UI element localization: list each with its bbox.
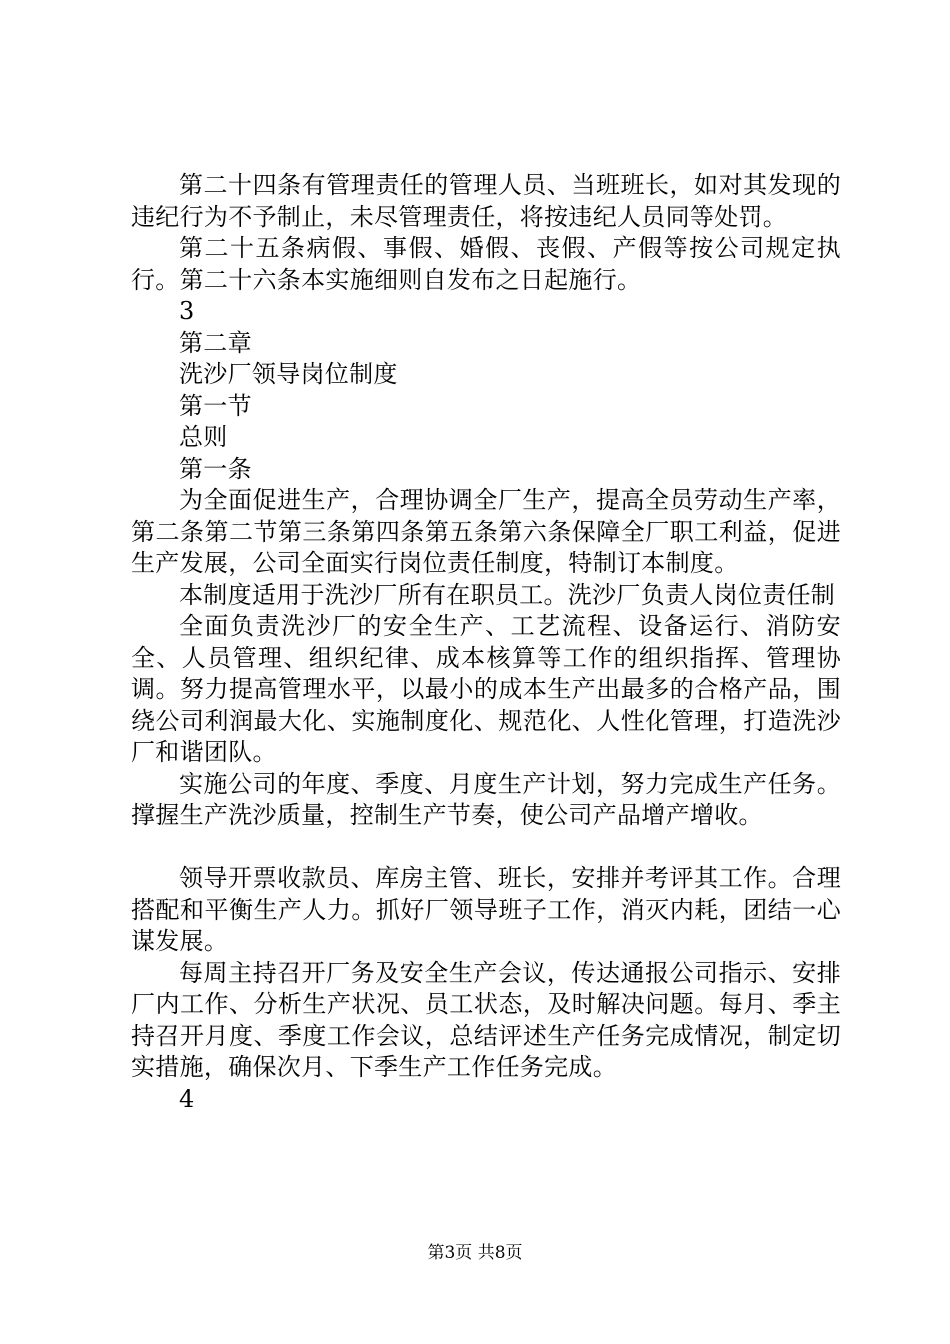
article-heading: 第一条 [179, 454, 252, 483]
article-25-paragraph: 第二十五条病假、事假、婚假、丧假、产假等按公司规定执行。第二十六条本实施细则自发布之日起施行。 [131, 234, 841, 294]
document-body [131, 170, 841, 1115]
section-heading: 第一节 [179, 391, 252, 420]
paragraph-spacer [131, 832, 841, 864]
purpose-paragraph: 为全面促进生产，合理协调全厂生产，提高全员劳动生产率，第二条第二节第三条第四条第五条第六条保障全厂职工利益，促进生产发展，公司全面实行岗位责任制度，特制订本制度。 [131, 486, 841, 577]
plan-paragraph: 实施公司的年度、季度、月度生产计划，努力完成生产任务。撑握生产洗沙质量，控制生产节奏，使公司产品增产增收。 [131, 769, 841, 829]
page-footer: 第3页 共8页 [427, 1243, 523, 1263]
page-number-marker: 3 [179, 297, 195, 325]
chapter-title: 洗沙厂领导岗位制度 [179, 360, 398, 388]
leadership-paragraph: 领导开票收款员、库房主管、班长，安排并考评其工作。合理搭配和平衡生产人力。抓好厂领导班子工作，消灭内耗，团结一心谋发展。 [131, 864, 841, 955]
meeting-paragraph: 每周主持召开厂务及安全生产会议，传达通报公司指示、安排厂内工作、分析生产状况、员工状态，及时解决问题。每月、季主持召开月度、季度工作会议，总结评述生产任务完成情况，制定切实措施，确保次月、下季生产工作任务完成。 [131, 958, 841, 1081]
page-number-marker: 4 [179, 1084, 195, 1113]
chapter-heading: 第二章 [179, 328, 252, 357]
responsibility-paragraph: 全面负责洗沙厂的安全生产、工艺流程、设备运行、消防安全、人员管理、组织纪律、成本核算等工作的组织指挥、管理协调。努力提高管理水平，以最小的成本生产出最多的合格产品，围绕公司利润最大化、实施制度化、规范化、人性化管理，打造洗沙厂和谐团队。 [131, 612, 841, 766]
section-title: 总则 [179, 423, 228, 451]
scope-paragraph: 本制度适用于洗沙厂所有在职员工。洗沙厂负责人岗位责任制 [179, 580, 836, 609]
article-24-paragraph: 第二十四条有管理责任的管理人员、当班班长，如对其发现的违纪行为不予制止，未尽管理责任，将按违纪人员同等处罚。 [131, 171, 841, 231]
